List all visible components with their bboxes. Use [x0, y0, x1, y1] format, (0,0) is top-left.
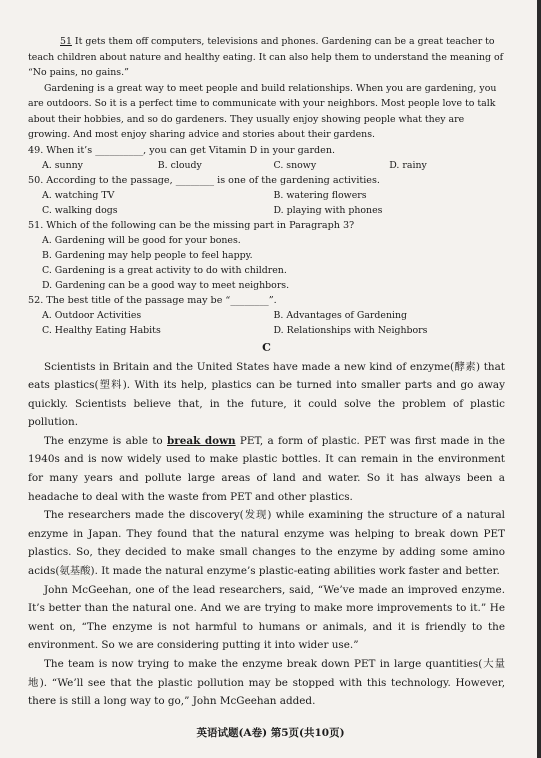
page-footer: 英语试题(A卷) 第5页(共10页) — [196, 727, 345, 739]
options — [28, 233, 505, 293]
option-a: A. watching TV — [42, 189, 115, 201]
passage-c — [28, 358, 505, 711]
blank-number: 51 — [60, 36, 72, 47]
section-heading: C — [262, 340, 271, 354]
option-c: C. walking dogs — [42, 204, 118, 216]
paragraph: John McGeehan, one of the lead researchers, said, “We’ve made an improved enzyme. It’s better than the natural one. And we are trying to make more improvements to it.” He went on, “The enzyme is not harmful to humans or animals, and it is friendly to the environment. So we are considering putting it into wider use.” — [28, 583, 505, 652]
question-52 — [28, 293, 505, 338]
option-b: B. cloudy — [157, 159, 202, 171]
option-c: C. snowy — [273, 159, 317, 171]
paragraph: Gardening is a great way to meet people and build relationships. When you are gardening, you are outdoors. So it is a perfect time to communicate with your neighbors. Most people love to talk about their hobbies, and so do gardeners. They usually enjoy showing people what they are growing. And most enjoy sharing advice and stories about their gardens. — [28, 82, 497, 140]
option-d: D. rainy — [389, 159, 427, 171]
question-50 — [28, 173, 505, 218]
option-c: C. Healthy Eating Habits — [42, 324, 161, 336]
paragraph: The team is now trying to make the enzyme break down PET in large quantities(大量地). “We’ll see that the plastic pollution may be stopped with this technology. However, there is still a long way to go,” John McGeehan added. — [28, 658, 505, 708]
question-stem: 50. According to the passage, ________ is one of the gardening activities. — [28, 174, 380, 186]
question-49 — [28, 143, 505, 173]
paragraph-text: PET, a form of plastic. PET was first made in the 1940s and is now widely used to make plastic bottles. It can remain in the environment for many years and pollute large areas of land and water. So it has always been a headache to deal with the waste from PET and other plastics. — [28, 434, 505, 503]
paragraph-text: The enzyme is able to — [44, 434, 167, 447]
option-d: D. Relationships with Neighbors — [273, 324, 428, 336]
option-a: A. Outdoor Activities — [42, 309, 142, 321]
option-a: A. sunny — [42, 159, 83, 171]
option-b: B. watering flowers — [273, 189, 367, 201]
question-stem: 49. When it’s __________, you can get Vitamin D in your garden. — [28, 144, 336, 156]
options — [28, 158, 505, 173]
option-a: A. Gardening will be good for your bones. — [42, 234, 241, 246]
option-d: D. playing with phones — [273, 204, 383, 216]
question-51 — [28, 218, 505, 293]
option-c: C. Gardening is a great activity to do with children. — [42, 264, 287, 276]
option-b: B. Gardening may help people to feel happy. — [42, 249, 253, 261]
option-d: D. Gardening can be a good way to meet neighbors. — [42, 279, 290, 291]
paragraph: Scientists in Britain and the United States have made a new kind of enzyme(酵素) that eats plastics(塑料). With its help, plastics can be turned into smaller parts and go away quickly. Scientists believe that, in the future, it could solve the problem of plastic pollution. — [28, 360, 505, 429]
option-b: B. Advantages of Gardening — [273, 309, 408, 321]
paragraph-text: It gets them off computers, televisions and phones. Gardening can be a great teacher to teach children about nature and healthy eating. It can also help them to understand the meaning of “No pains, no gains.” — [28, 36, 504, 78]
paragraph — [28, 432, 505, 506]
question-stem: 51. Which of the following can be the missing part in Paragraph 3? — [28, 219, 355, 231]
paragraph — [28, 34, 505, 81]
paragraph: The researchers made the discovery(发现) while examining the structure of a natural enzyme in Japan. They found that the natural enzyme was helping to break down PET plastics. So, they decided to make small changes to the enzyme by adding some amino acids(氨基酸). It made the natural enzyme’s plastic-eating abilities work faster and better. — [28, 509, 505, 578]
options — [28, 188, 505, 218]
passage-b-tail — [28, 34, 505, 143]
question-stem: 52. The best title of the passage may be “________”. — [28, 294, 277, 306]
scan-edge — [537, 0, 541, 758]
options — [28, 308, 505, 338]
key-phrase: break down — [166, 434, 236, 447]
